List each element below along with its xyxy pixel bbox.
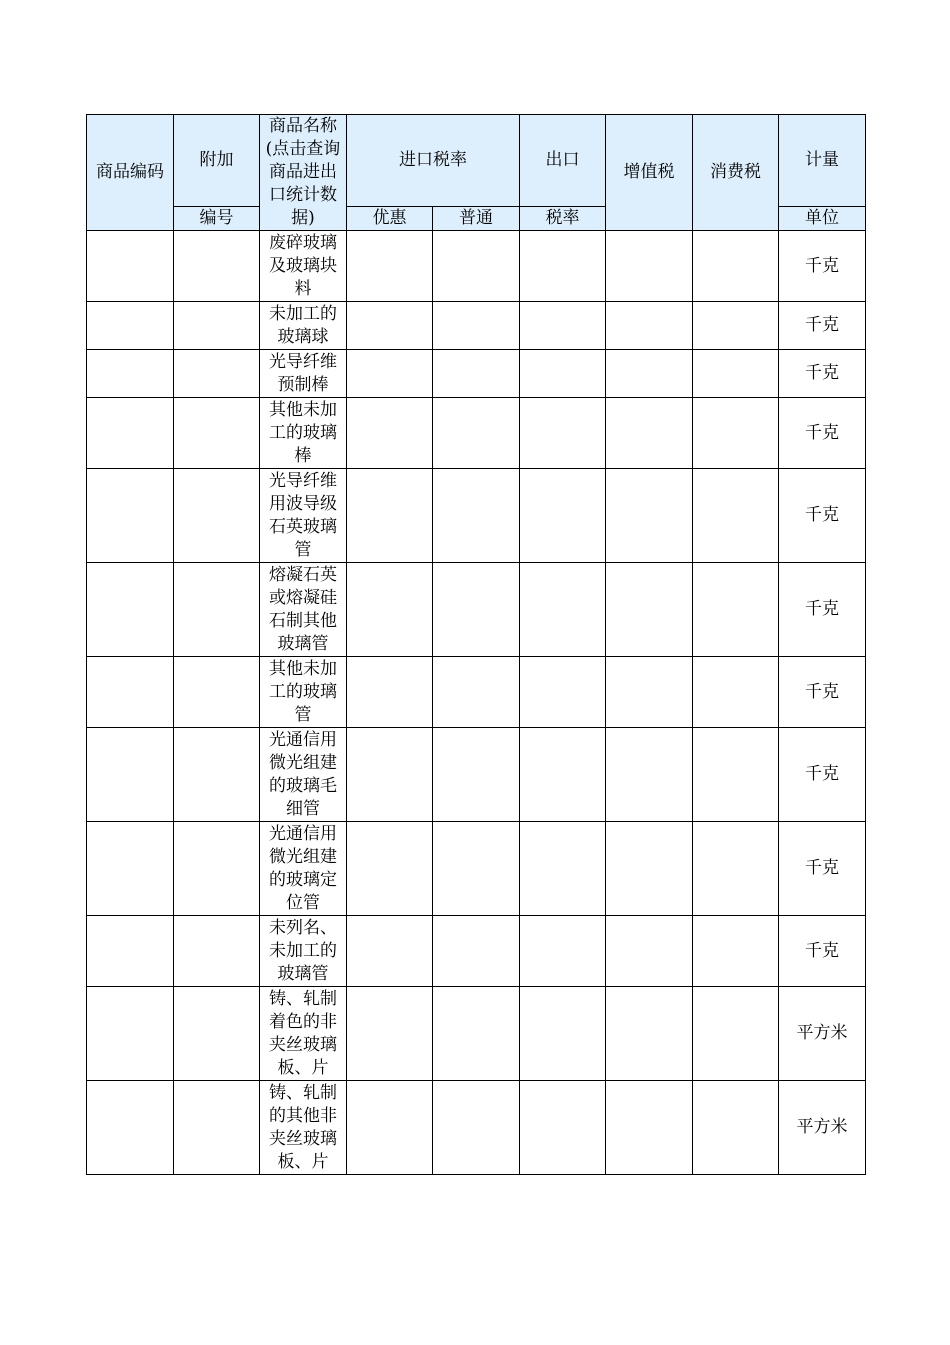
empty-cell [433, 916, 520, 987]
unit-cell: 平方米 [779, 1081, 866, 1175]
unit-cell: 千克 [779, 822, 866, 916]
empty-cell [347, 302, 433, 350]
header-preferential: 优惠 [347, 206, 433, 230]
empty-cell [174, 231, 260, 302]
unit-cell: 平方米 [779, 987, 866, 1081]
empty-cell [433, 398, 520, 469]
empty-cell [347, 350, 433, 398]
header-general: 普通 [433, 206, 520, 230]
unit-cell: 千克 [779, 469, 866, 563]
empty-cell [693, 1081, 779, 1175]
unit-cell: 千克 [779, 916, 866, 987]
empty-cell [433, 987, 520, 1081]
unit-cell: 千克 [779, 350, 866, 398]
empty-cell [520, 822, 606, 916]
empty-cell [174, 563, 260, 657]
empty-cell [347, 563, 433, 657]
empty-cell [87, 916, 174, 987]
empty-cell [87, 398, 174, 469]
header-export-sub: 税率 [520, 206, 606, 230]
product-name-cell: 铸、轧制的其他非夹丝玻璃板、片 [260, 1081, 347, 1175]
empty-cell [174, 822, 260, 916]
empty-cell [433, 563, 520, 657]
unit-cell: 千克 [779, 302, 866, 350]
unit-cell: 千克 [779, 657, 866, 728]
tariff-table [86, 114, 866, 1175]
empty-cell [693, 398, 779, 469]
product-name-cell: 其他未加工的玻璃棒 [260, 398, 347, 469]
empty-cell [87, 822, 174, 916]
empty-cell [433, 302, 520, 350]
empty-cell [520, 469, 606, 563]
product-name-cell: 光通信用微光组建的玻璃毛细管 [260, 728, 347, 822]
header-extra-sub: 编号 [174, 206, 260, 230]
empty-cell [347, 1081, 433, 1175]
empty-cell [87, 1081, 174, 1175]
header-import-rate: 进口税率 [347, 115, 520, 207]
empty-cell [433, 350, 520, 398]
empty-cell [606, 987, 693, 1081]
product-name-cell: 废碎玻璃及玻璃块料 [260, 231, 347, 302]
empty-cell [87, 231, 174, 302]
empty-cell [174, 728, 260, 822]
product-name-cell: 熔凝石英或熔凝硅石制其他玻璃管 [260, 563, 347, 657]
empty-cell [520, 987, 606, 1081]
header-name: 商品名称(点击查询商品进出口统计数据) [260, 115, 347, 231]
product-name-cell: 光通信用微光组建的玻璃定位管 [260, 822, 347, 916]
empty-cell [347, 231, 433, 302]
empty-cell [433, 1081, 520, 1175]
empty-cell [347, 822, 433, 916]
empty-cell [520, 231, 606, 302]
empty-cell [606, 469, 693, 563]
empty-cell [693, 231, 779, 302]
empty-cell [693, 469, 779, 563]
empty-cell [606, 563, 693, 657]
empty-cell [693, 916, 779, 987]
empty-cell [87, 469, 174, 563]
table-row [87, 350, 866, 398]
empty-cell [87, 302, 174, 350]
empty-cell [520, 1081, 606, 1175]
empty-cell [520, 563, 606, 657]
unit-cell: 千克 [779, 563, 866, 657]
empty-cell [520, 398, 606, 469]
empty-cell [174, 657, 260, 728]
header-unit-sub: 单位 [779, 206, 866, 230]
empty-cell [693, 987, 779, 1081]
empty-cell [174, 398, 260, 469]
empty-cell [520, 916, 606, 987]
table-row [87, 916, 866, 987]
empty-cell [87, 350, 174, 398]
unit-cell: 千克 [779, 231, 866, 302]
table-row [87, 987, 866, 1081]
empty-cell [693, 822, 779, 916]
product-name-cell: 光导纤维用波导级石英玻璃管 [260, 469, 347, 563]
header-code: 商品编码 [87, 115, 174, 231]
empty-cell [174, 987, 260, 1081]
header-export: 出口 [520, 115, 606, 207]
empty-cell [520, 657, 606, 728]
table-row [87, 728, 866, 822]
empty-cell [606, 728, 693, 822]
empty-cell [606, 657, 693, 728]
empty-cell [606, 1081, 693, 1175]
product-name-cell: 未加工的玻璃球 [260, 302, 347, 350]
empty-cell [347, 398, 433, 469]
empty-cell [347, 469, 433, 563]
product-name-cell: 其他未加工的玻璃管 [260, 657, 347, 728]
header-consumption: 消费税 [693, 115, 779, 231]
unit-cell: 千克 [779, 728, 866, 822]
table-row [87, 302, 866, 350]
empty-cell [693, 657, 779, 728]
empty-cell [433, 469, 520, 563]
empty-cell [347, 657, 433, 728]
empty-cell [520, 302, 606, 350]
empty-cell [693, 563, 779, 657]
empty-cell [87, 563, 174, 657]
empty-cell [87, 987, 174, 1081]
table-row [87, 822, 866, 916]
header-unit: 计量 [779, 115, 866, 207]
product-name-cell: 铸、轧制着色的非夹丝玻璃板、片 [260, 987, 347, 1081]
empty-cell [606, 916, 693, 987]
empty-cell [693, 302, 779, 350]
table-row [87, 657, 866, 728]
empty-cell [347, 728, 433, 822]
table-row [87, 469, 866, 563]
empty-cell [433, 231, 520, 302]
header-vat: 增值税 [606, 115, 693, 231]
product-name-cell: 未列名、未加工的玻璃管 [260, 916, 347, 987]
empty-cell [347, 987, 433, 1081]
table-row [87, 398, 866, 469]
empty-cell [174, 302, 260, 350]
header-row [87, 115, 866, 207]
empty-cell [174, 350, 260, 398]
empty-cell [606, 822, 693, 916]
table-row [87, 563, 866, 657]
empty-cell [174, 469, 260, 563]
empty-cell [433, 822, 520, 916]
empty-cell [174, 1081, 260, 1175]
table-row [87, 231, 866, 302]
product-name-cell: 光导纤维预制棒 [260, 350, 347, 398]
empty-cell [520, 728, 606, 822]
header-extra: 附加 [174, 115, 260, 207]
empty-cell [347, 916, 433, 987]
empty-cell [87, 657, 174, 728]
empty-cell [520, 350, 606, 398]
empty-cell [87, 728, 174, 822]
empty-cell [693, 728, 779, 822]
empty-cell [606, 350, 693, 398]
table-row [87, 1081, 866, 1175]
empty-cell [693, 350, 779, 398]
empty-cell [606, 231, 693, 302]
empty-cell [433, 657, 520, 728]
empty-cell [606, 398, 693, 469]
empty-cell [174, 916, 260, 987]
empty-cell [606, 302, 693, 350]
unit-cell: 千克 [779, 398, 866, 469]
empty-cell [433, 728, 520, 822]
